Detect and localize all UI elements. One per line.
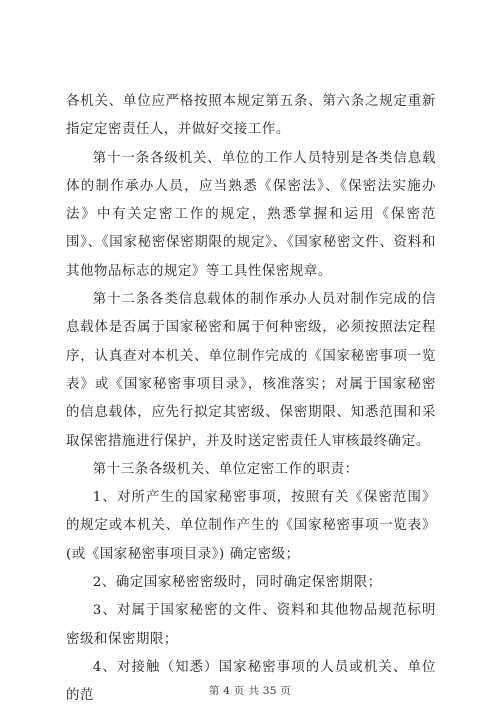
paragraph-duty-4: 4、对接触（知悉）国家秘密事项的人员或机关、单位的范 [66, 659, 436, 704]
document-body [66, 88, 436, 711]
page-number-footer: 第 4 页 共 35 页 [208, 685, 292, 697]
paragraph-duty-1: 1、对所产生的国家秘密事项，按照有关《保密范围》的规定或本机关、单位制作产生的《国家秘密事项一览表》(或《国家秘密事项目录》) 确定密级； [66, 490, 436, 562]
paragraph-article-12: 第十二条各类信息载体的制作承办人员对制作完成的信息载体是否属于国家秘密和属于何种密级，必须按照法定程序，认真查对本机关、单位制作完成的《国家秘密事项一览表》或《国家秘密事项目录》，核准落实；对属于国家秘密的信息载体，应先行拟定其密级、保密期限、知悉范围和采取保密措施进行保护，并及时送定密责任人审核最终确定。 [66, 292, 436, 449]
paragraph-duty-2: 2、确定国家秘密密级时，同时确定保密期限； [92, 575, 382, 591]
paragraph-duty-3: 3、对属于国家秘密的文件、资料和其他物品规范标明密级和保密期限； [66, 603, 436, 647]
paragraph-continuation: 各机关、单位应严格按照本规定第五条、第六条之规定重新指定定密责任人，并做好交接工作。 [66, 94, 436, 138]
paragraph-article-11: 第十一条各级机关、单位的工作人员特别是各类信息载体的制作承办人员，应当熟悉《保密法》、《保密法实施办法》中有关定密工作的规定，熟悉掌握和运用《保密范围》、《国家秘密保密期限的规定》、《国家秘密文件、资料和其他物品标志的规定》等工具性保密规章。 [66, 150, 436, 279]
paragraph-article-13-heading: 第十三条各级机关、单位定密工作的职责： [92, 461, 359, 477]
